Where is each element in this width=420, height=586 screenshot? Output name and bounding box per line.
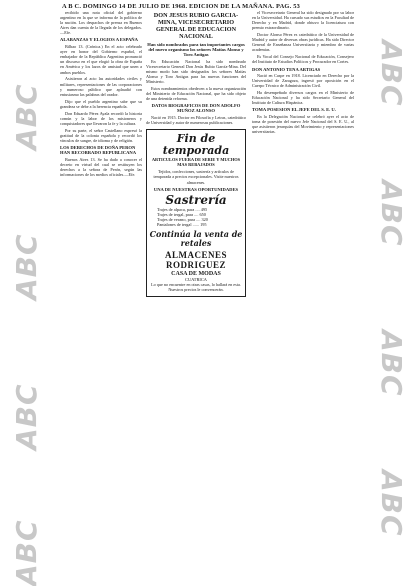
paragraph: En la Delegación Nacional se celebró ayer el acto de toma de posesión del nuevo Jefe Nacional del S. E. U., al que asistieron jerarquías del Movimiento y representaciones universitarias.: [252, 114, 354, 135]
watermark-stamp: ABC: [375, 180, 408, 247]
page-header: A B C. DOMINGO 14 DE JULIO DE 1968. EDICION DE LA MAÑANA. PAG. 53: [62, 3, 300, 10]
ad-price-list: [149, 207, 243, 227]
watermark-stamp: ABC: [10, 383, 43, 450]
paragraph: recibido una nota oficial del gobierno argentino en la que se informa de la política de la nación. Los despachos de prensa en Buenos Aires dan cuenta de la llegada de los delegados.—Efe.: [60, 10, 142, 36]
paragraph: Buenos Aires 13. Se ha dado a conocer el decreto en virtud del cual se restituyen los derechos a la señora de Perón, según las informaciones de los medios oficiales.—Efe.: [60, 156, 142, 177]
price-item: Trajes de alpaca, para .... 495: [157, 206, 208, 212]
store-subtitle: CASA DE MODAS: [171, 271, 221, 278]
ad-slogan: Continúa la venta de retales: [149, 229, 243, 249]
paragraph: Bilbao 13. (Crónica.) En el acto celebrado ayer en honor del Gobierno español, el embajador de la República Argentina pronunció un discurso en el que elogió la obra de España en América y los lazos de amistad que unen a ambos pueblos.: [60, 44, 142, 75]
headline: ALABANZAS Y ELOGIOS A ESPAÑA: [60, 37, 138, 43]
price-item: Pantalones de tergal ...... 195: [157, 222, 207, 228]
paragraph: Ha desempeñado diversos cargos en el Ministerio de Educación Nacional y ha sido Secretario General del Instituto de Cultura Hispánica.: [252, 90, 354, 106]
paragraph: Dijo que el pueblo argentino sabe que su grandeza se debe a la herencia española.: [60, 98, 142, 109]
watermark-stamp: ABC: [375, 470, 408, 537]
ad-title: Fin de temporada: [162, 132, 230, 158]
column-2: [146, 10, 246, 582]
headline: DON ANTONIO TENA ARTIGAS: [252, 66, 321, 72]
store-address: CUATRICA: [185, 277, 207, 283]
main-headline: DON JESUS RUBIO GARCIA-MINA, VICESECRETARIO GENERAL DE EDUCACION NACIONAL: [153, 12, 239, 40]
paragraph: Nació en Caspe en 1918. Licenciado en Derecho por la Universidad de Zaragoza, ingresó por oposición en el Cuerpo Técnico de Administración Civil.: [252, 73, 354, 89]
price-item: Trajes de verano, para .... 320: [157, 216, 208, 222]
ad-subtitle: ARTICULOS FUERA DE SERIE Y MUCHOS MAS REBAJADOS: [151, 157, 241, 168]
ad-text: Tejidos, confecciones, sastrería y artículos de temporada a precios excepcionales. Visite nuestros almacenes.: [153, 169, 239, 185]
headline: DATOS BIOGRAFICOS DE DON ADOLFO MUÑOZ ALONSO: [151, 103, 241, 114]
ad-note: Lo que no encuentre en otras casas, lo hallará en esta. Nuestros precios le convencerán.: [151, 282, 241, 293]
headline: TOMA POSESION EL JEFE DEL S. E. U.: [252, 107, 336, 113]
watermark-stamp: ABC: [10, 83, 43, 150]
subheadline: Han sido nombrados para tan importantes cargos del nuevo organismo los señores Matías Alonso y Toro Antigas: [147, 42, 245, 58]
watermark-stamp: ABC: [10, 233, 43, 300]
store-name: ALMACENES RODRIGUEZ: [164, 250, 227, 271]
watermark-stamp: ABC: [10, 519, 43, 586]
watermark-stamp: ABC: [375, 40, 408, 107]
paragraph: Estos nombramientos obedecen a la nueva organización del Ministerio de Educación Nacional, que ha sido objeto de una detenida reforma.: [146, 86, 246, 102]
paragraph: Nació en 1915. Doctor en Filosofía y Letras, catedrático de Universidad y autor de numerosas publicaciones.: [146, 115, 246, 126]
headline: LOS DERECHOS DE DOÑA PERON HAN RECOBRADO REPUBLICANA: [60, 144, 137, 156]
ad-heading: UNA DE NUESTRAS OPORTUNIDADES: [153, 186, 239, 192]
paragraph: Don Eduardo Pérez Ayala recordó la historia común y la labor de los misioneros y conquistadores que llevaron la fe y la cultura.: [60, 110, 142, 126]
paragraph: En Educación Nacional ha sido nombrado Vicesecretario General Don Jesús Rubio García-Mina. Del mismo modo han sido designados los señores Matías Alonso y Toro Antigas para las nuevas funciones del Ministerio.: [146, 58, 246, 85]
paragraph: el Vicesecretario General ha sido designado por su labor en la Universidad. Ha cursado sus estudios en la Facultad de Derecho y en Madrid, donde obtuvo la licenciatura con premio extraordinario.: [252, 10, 354, 31]
column-1: [60, 10, 142, 582]
price-item: Trajes de tergal, para .... 650: [157, 211, 206, 217]
column-3: [252, 10, 354, 582]
paragraph: Es Vocal del Consejo Nacional de Educación, Consejero del Instituto de Estudios Políticos y Procurador en Cortes.: [252, 54, 354, 65]
paragraph: Asistieron al acto las autoridades civiles y militares, representaciones de las corporaciones y numeroso público que aplaudió con entusiasmo las palabras del orador.: [60, 76, 142, 97]
paragraph: Doctor Alonso Pérez es catedrático de la Universidad de Madrid y autor de diversas obras jurídicas. Ha sido Director General de Enseñanza Universitaria y miembro de varias academias.: [252, 32, 354, 53]
paragraph: Por su parte, el señor Castellano expresó la gratitud de la colonia española y recordó los vínculos de sangre, de idioma y de religión.: [60, 127, 142, 143]
watermark-stamp: ABC: [375, 330, 408, 397]
advertisement-sale: [146, 129, 246, 296]
ad-title: Sastrería: [165, 192, 227, 207]
